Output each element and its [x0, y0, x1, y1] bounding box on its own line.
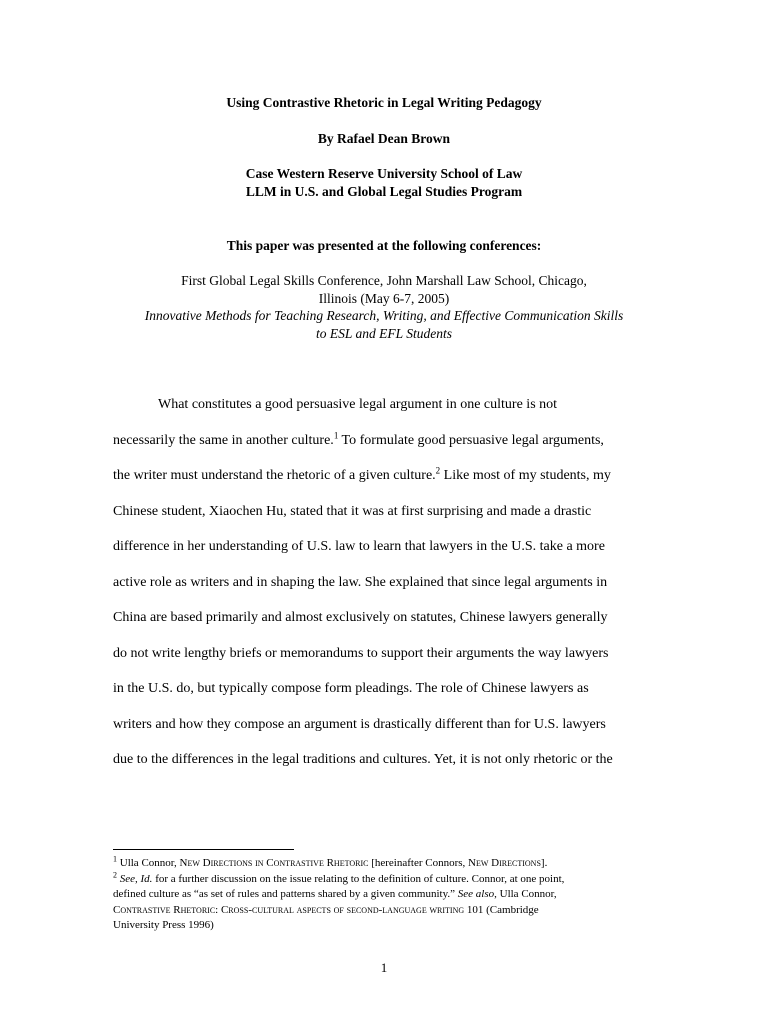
body-line-10: writers and how they compose an argument is drastically different than for U.S. lawyers [113, 716, 606, 732]
conference-2 [0, 307, 768, 343]
body-line-7: China are based primarily and almost exclusively on statutes, Chinese lawyers generally [113, 610, 608, 625]
body-line-11: due to the differences in the legal traditions and cultures. Yet, it is not only rhetoric or the [113, 752, 613, 767]
footnote-2: $^2$ See, Id. for a further discussion on the issue relating to the definition of culture. Connor, at one point, defined culture as “as set of rules and patterns shared by a given community.” See also, Ulla Connor, Contrastive Rhetoric: Cross-cultural aspects of second-language writing 101 (Cambridge University Press 1996) [113, 869, 565, 931]
paper-title: Using Contrastive Rhetoric in Legal Writing Pedagogy [226, 95, 542, 110]
footnotes [113, 856, 658, 934]
footnote-separator [113, 849, 294, 850]
conference-1-line-2: Illinois (May 6-7, 2005) [318, 291, 450, 306]
conference-1-line-1: First Global Legal Skills Conference, John Marshall Law School, Chicago, [181, 273, 587, 288]
body-line-3: the writer must understand the rhetoric of a given culture.$^2$ Like most of my students, my [113, 465, 611, 483]
paragraph [113, 387, 658, 423]
body-line-4: Chinese student, Xiaochen Hu, stated that it was at first surprising and made a drastic [113, 503, 592, 519]
body-paragraph [113, 387, 658, 778]
conference-2-line-2: to ESL and EFL Students [315, 326, 452, 341]
body-line-2: necessarily the same in another culture.$^1$ To formulate good persuasive legal arguments, [113, 429, 604, 448]
institution-line-1: Case Western Reserve University School of Law [245, 166, 523, 181]
footnote-ref-1[interactable]: 1 [333, 429, 339, 440]
body-line-5: difference in her understanding of U.S. law to learn that lawyers in the U.S. take a more [113, 539, 605, 554]
body-line-6: active role as writers and in shaping the law. She explained that since legal arguments in [113, 574, 608, 590]
page-number: 1 [380, 960, 388, 975]
body-line-8: do not write lengthy briefs or memorandums to support their arguments the way lawyers [113, 645, 609, 661]
conferences-heading: This paper was presented at the following conferences: [226, 238, 542, 253]
conference-1 [0, 272, 768, 308]
footnote-ref-2[interactable]: 2 [435, 465, 441, 476]
footnote-1: $^1$ Ulla Connor, New Directions in Contrastive Rhetoric [hereinafter Connors, New Directions]. [113, 854, 548, 869]
body-line-1: What constitutes a good persuasive legal argument in one culture is not [158, 397, 558, 412]
institution-block [0, 165, 768, 201]
author-byline: By Rafael Dean Brown [317, 131, 451, 146]
body-line-9: in the U.S. do, but typically compose form pleadings. The role of Chinese lawyers as [113, 681, 589, 696]
conference-2-line-1: Innovative Methods for Teaching Research, Writing, and Effective Communication Skills [144, 308, 624, 323]
institution-line-2: LLM in U.S. and Global Legal Studies Program [245, 184, 523, 199]
